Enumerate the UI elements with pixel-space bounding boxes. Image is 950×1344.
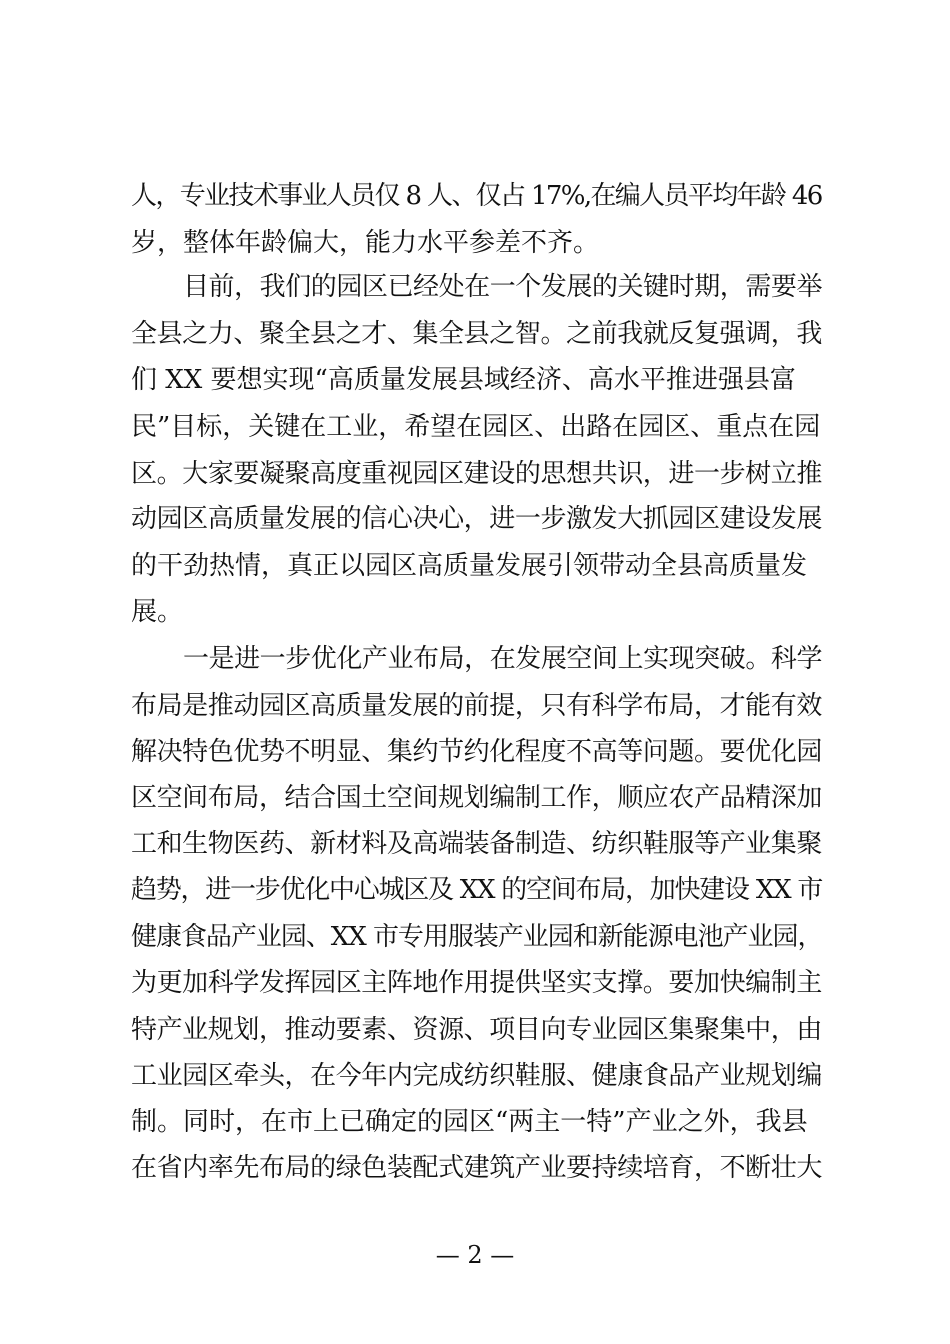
paragraph-3-line-5: 工和生物医药、新材料及高端装备制造、纺织鞋服等产业集聚 bbox=[131, 829, 822, 859]
paragraph-2-line-5: 区。大家要凝聚高度重视园区建设的思想共识，进一步树立推 bbox=[131, 459, 822, 489]
paragraph-3-line-6: 趋势，进一步优化中心城区及 XX 的空间布局，加快建设 XX 市 bbox=[131, 875, 823, 905]
paragraph-3-line-3: 解决特色优势不明显、集约节约化程度不高等问题。要优化园 bbox=[131, 737, 822, 767]
paragraph-3-line-12: 在省内率先布局的绿色装配式建筑产业要持续培育，不断壮大 bbox=[131, 1153, 822, 1183]
paragraph-3-line-7: 健康食品产业园、XX 市专用服装产业园和新能源电池产业园， bbox=[131, 922, 823, 952]
paragraph-2-line-7: 的干劲热情，真正以园区高质量发展引领带动全县高质量发 bbox=[131, 551, 808, 581]
paragraph-1-line-1: 人，专业技术事业人员仅 8 人、仅占 17%,在编人员平均年龄 46 bbox=[131, 181, 822, 211]
paragraph-3-line-10: 工业园区牵头，在今年内完成纺织鞋服、健康食品产业规划编 bbox=[131, 1061, 822, 1091]
paragraph-3-line-2: 布局是推动园区高质量发展的前提，只有科学布局，才能有效 bbox=[131, 691, 822, 721]
paragraph-2-line-3: 们 XX 要想实现“高质量发展县域经济、高水平推进强县富 bbox=[131, 365, 796, 395]
paragraph-3-line-4: 区空间布局，结合国土空间规划编制工作，顺应农产品精深加 bbox=[131, 783, 822, 813]
paragraph-2-line-8: 展。 bbox=[131, 597, 184, 627]
paragraph-3-line-8: 为更加科学发挥园区主阵地作用提供坚实支撑。要加快编制主 bbox=[131, 968, 822, 998]
paragraph-1-line-2: 岁，整体年龄偏大，能力水平参差不齐。 bbox=[131, 228, 600, 258]
paragraph-2-line-6: 动园区高质量发展的信心决心，进一步激发大抓园区建设发展 bbox=[131, 504, 822, 534]
paragraph-3-line-1: 一是进一步优化产业布局，在发展空间上实现突破。科学 bbox=[183, 644, 823, 674]
page-number: — 2 — bbox=[435, 1241, 515, 1269]
paragraph-2-line-2: 全县之力、聚全县之才、集全县之智。之前我就反复强调，我 bbox=[131, 319, 822, 349]
paragraph-2-line-4: 民”目标，关键在工业，希望在园区、出路在园区、重点在园 bbox=[131, 412, 821, 442]
paragraph-3-line-11: 制。同时，在市上已确定的园区“两主一特”产业之外，我县 bbox=[131, 1107, 808, 1137]
paragraph-2-line-1: 目前，我们的园区已经处在一个发展的关键时期，需要举 bbox=[183, 272, 823, 302]
paragraph-3-line-9: 特产业规划，推动要素、资源、项目向专业园区集聚集中，由 bbox=[131, 1015, 822, 1045]
